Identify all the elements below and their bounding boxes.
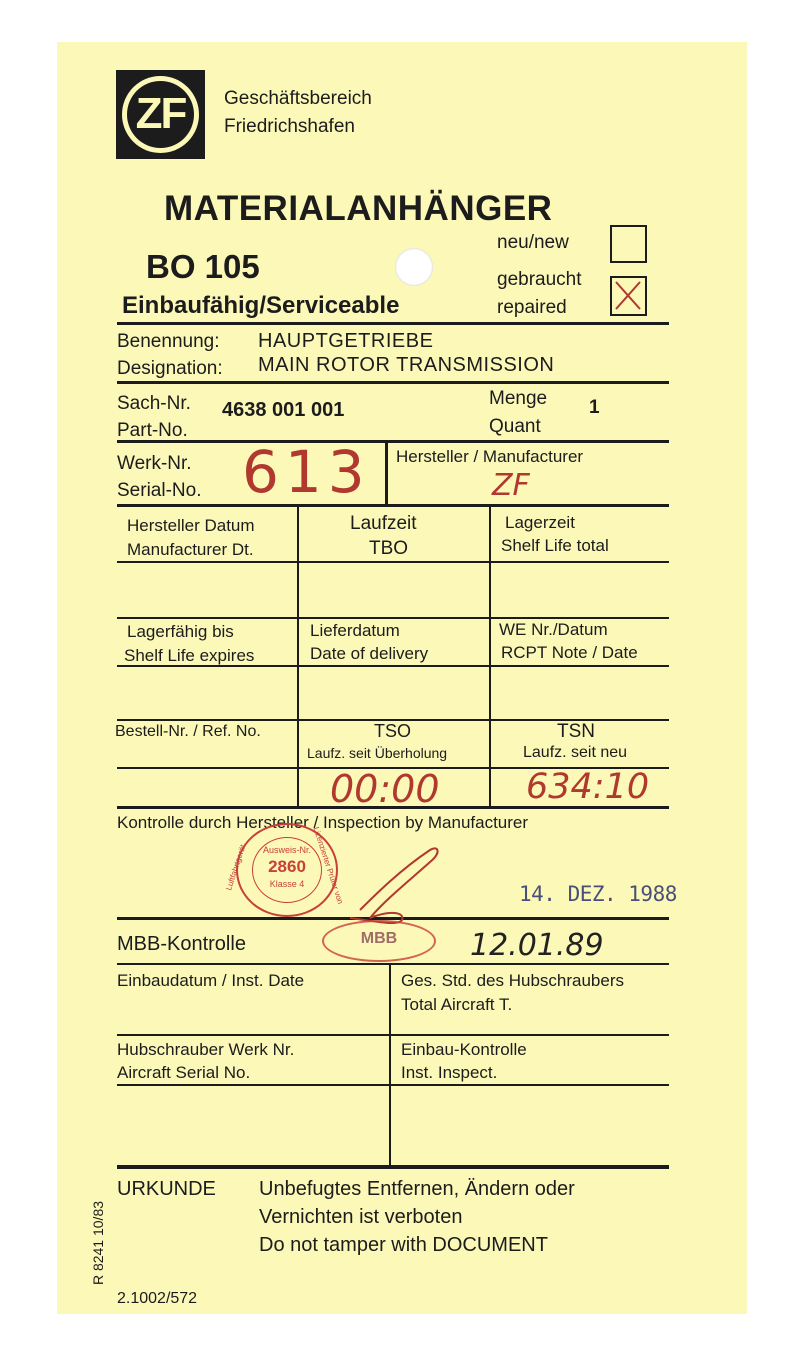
designation-value-en: MAIN ROTOR TRANSMISSION bbox=[258, 354, 555, 376]
stamp-ring-right: Lizenzierter Prüfer von bbox=[311, 825, 345, 906]
repaired-checkbox bbox=[610, 276, 647, 316]
side-code: R 8241 10/83 bbox=[90, 1200, 106, 1286]
mbb-stamp-text: MBB bbox=[360, 930, 398, 947]
shelf-label-en: Shelf Life total bbox=[501, 536, 609, 555]
serial-value: 613 bbox=[242, 438, 371, 506]
tso-sublabel: Laufz. seit Überholung bbox=[307, 745, 448, 761]
delivery-label-en: Date of delivery bbox=[310, 644, 429, 663]
designation-label-de: Benennung: bbox=[117, 331, 220, 352]
mbb-date: 12.01.89 bbox=[470, 928, 604, 963]
aircraft-hours-label-en: Total Aircraft T. bbox=[401, 995, 513, 1014]
heli-serial-label-en: Aircraft Serial No. bbox=[117, 1063, 251, 1082]
quantity-label-en: Quant bbox=[489, 416, 541, 437]
designation-value-de: HAUPTGETRIEBE bbox=[258, 330, 434, 352]
part-label-de: Sach-Nr. bbox=[117, 393, 191, 414]
designation-label-en: Designation: bbox=[117, 358, 223, 379]
quantity-label-de: Menge bbox=[489, 388, 548, 409]
serial-label-de: Werk-Nr. bbox=[117, 453, 192, 474]
new-label: neu/new bbox=[497, 232, 569, 253]
tso-label: TSO bbox=[374, 721, 412, 741]
warning-line1: Unbefugtes Entfernen, Ändern oder bbox=[259, 1178, 575, 1200]
serial-label-en: Serial-No. bbox=[117, 480, 202, 501]
status-label: Einbaufähig/Serviceable bbox=[122, 292, 400, 319]
manufacturer-label: Hersteller / Manufacturer bbox=[396, 447, 584, 466]
rule-top bbox=[117, 322, 669, 325]
page-title: MATERIALANHÄNGER bbox=[164, 189, 553, 228]
rule-footer bbox=[117, 1165, 669, 1169]
aircraft-hours-label-de: Ges. Std. des Hubschraubers bbox=[401, 971, 625, 990]
order-label: Bestell-Nr. / Ref. No. bbox=[115, 723, 261, 740]
we-label-de: WE Nr./Datum bbox=[499, 620, 608, 639]
company-line1: Geschäftsbereich bbox=[224, 88, 372, 109]
check-x-icon bbox=[612, 278, 644, 313]
mbb-stamp bbox=[322, 920, 436, 962]
urkunde-label: URKUNDE bbox=[117, 1178, 216, 1200]
inspector-stamp bbox=[224, 823, 345, 917]
zf-logo-text: ZF bbox=[135, 89, 186, 138]
tsn-value: 634:10 bbox=[526, 767, 650, 807]
rule-install2 bbox=[117, 1034, 669, 1036]
install-check-label-de: Einbau-Kontrolle bbox=[401, 1040, 527, 1059]
mfg-date-label-de: Hersteller Datum bbox=[127, 516, 255, 535]
runtime-label-en: TBO bbox=[369, 538, 409, 559]
tsn-label: TSN bbox=[557, 721, 595, 742]
manufacturer-value: ZF bbox=[492, 468, 530, 503]
rule-grid1 bbox=[117, 561, 669, 563]
rule-designation bbox=[117, 381, 669, 384]
vrule-grid-left bbox=[297, 506, 299, 808]
rule-serial bbox=[117, 504, 669, 507]
stamp-class: Klasse 4 bbox=[269, 879, 305, 889]
new-checkbox bbox=[610, 225, 647, 263]
delivery-label-de: Lieferdatum bbox=[310, 621, 400, 640]
stamp-ring-left: Luftfahrtgerät bbox=[224, 843, 248, 892]
company-line2: Friedrichshafen bbox=[224, 116, 355, 137]
vrule-grid-right bbox=[489, 506, 491, 808]
we-label-en: RCPT Note / Date bbox=[501, 643, 638, 662]
form-number: 2.1002/572 bbox=[117, 1290, 198, 1307]
mbb-label: MBB-Kontrolle bbox=[117, 933, 246, 955]
vrule-install bbox=[389, 964, 391, 1166]
warning-line3: Do not tamper with DOCUMENT bbox=[259, 1234, 548, 1256]
warning-line2: Vernichten ist verboten bbox=[259, 1206, 463, 1228]
runtime-label-de: Laufzeit bbox=[350, 513, 417, 534]
shelf-label-de: Lagerzeit bbox=[505, 513, 575, 532]
install-date-label: Einbaudatum / Inst. Date bbox=[117, 971, 305, 990]
quantity-value: 1 bbox=[589, 397, 600, 418]
inspection-label: Kontrolle durch Hersteller / Inspection by Manufacturer bbox=[117, 813, 529, 832]
model-number: BO 105 bbox=[146, 248, 260, 285]
rule-grid2 bbox=[117, 617, 669, 619]
part-value: 4638 001 001 bbox=[222, 399, 345, 421]
heli-serial-label-de: Hubschrauber Werk Nr. bbox=[117, 1040, 295, 1059]
stamp-number: 2860 bbox=[268, 857, 306, 876]
used-label: gebraucht bbox=[497, 269, 582, 290]
rule-part bbox=[117, 440, 669, 443]
rule-install3 bbox=[117, 1084, 669, 1086]
tso-value: 00:00 bbox=[330, 767, 440, 811]
mfg-date-label-en: Manufacturer Dt. bbox=[127, 540, 254, 559]
tsn-sublabel: Laufz. seit neu bbox=[523, 744, 628, 761]
rule-install1 bbox=[117, 963, 669, 965]
part-label-en: Part-No. bbox=[117, 420, 188, 441]
inspector-signature bbox=[330, 840, 450, 930]
vrule-serial bbox=[385, 442, 388, 505]
zf-logo bbox=[116, 70, 205, 159]
punch-hole bbox=[395, 248, 433, 286]
repaired-label: repaired bbox=[497, 297, 567, 318]
storable-label-en: Shelf Life expires bbox=[124, 646, 255, 665]
inspection-date: 14. DEZ. 1988 bbox=[519, 882, 677, 906]
stamp-top-text: Ausweis-Nr. bbox=[262, 845, 311, 855]
install-check-label-en: Inst. Inspect. bbox=[401, 1063, 498, 1082]
storable-label-de: Lagerfähig bis bbox=[127, 622, 234, 641]
